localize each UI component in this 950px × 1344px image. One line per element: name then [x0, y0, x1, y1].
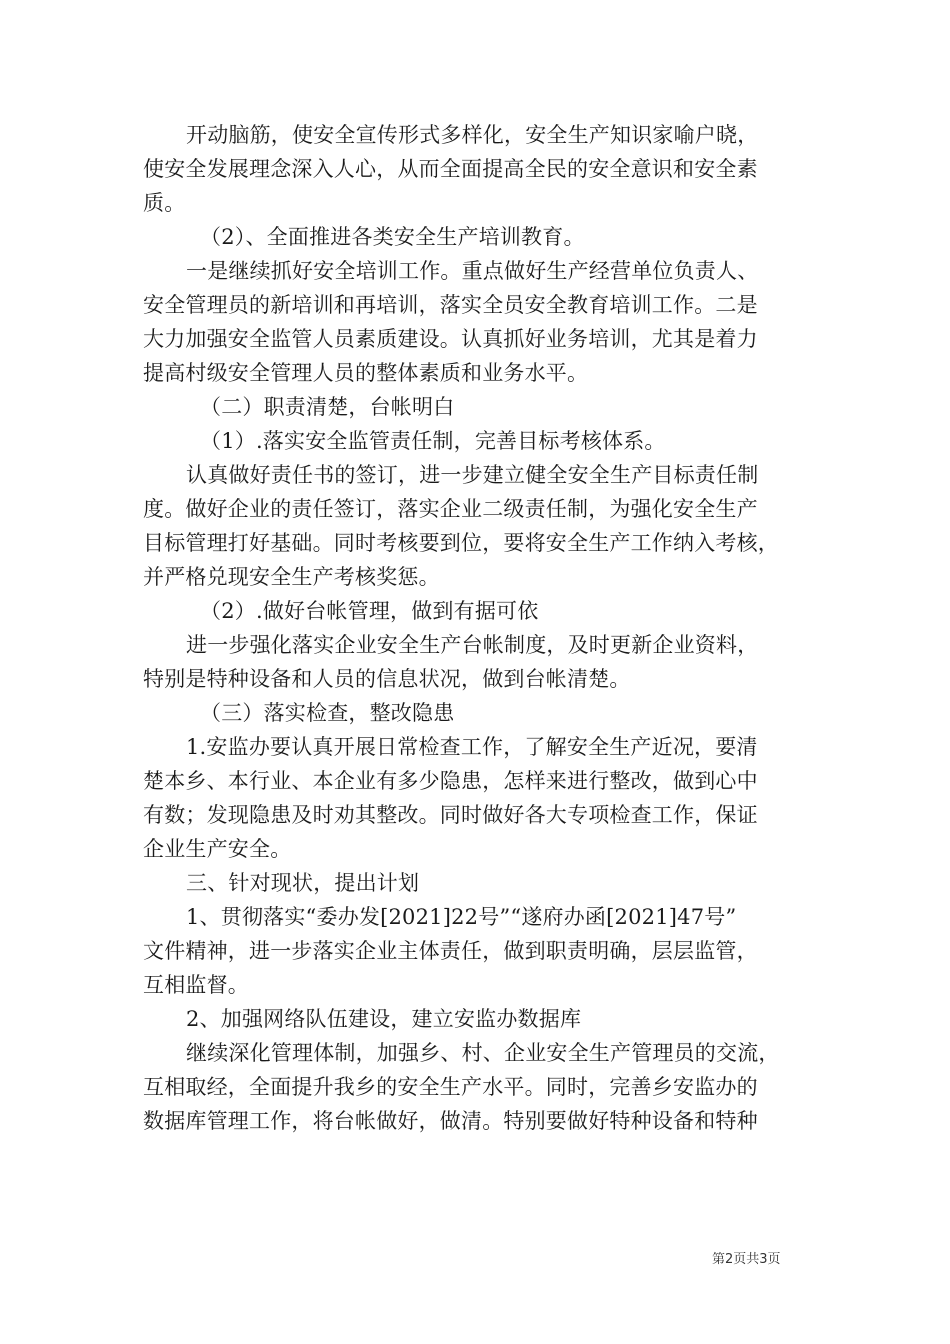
paragraph-line: 大力加强安全监管人员素质建设。认真抓好业务培训，尤其是着力 — [143, 327, 758, 351]
document-body — [143, 118, 807, 1138]
section-heading: （2）、全面推进各类安全生产培训教育。 — [200, 225, 585, 249]
page-number-footer: 第2页共3页 — [712, 1252, 781, 1267]
paragraph-line: 文件精神，进一步落实企业主体责任，做到职责明确，层层监管， — [143, 939, 758, 963]
section-heading: （1）.落实安全监管责任制，完善目标考核体系。 — [200, 429, 666, 453]
paragraph-line: 提高村级安全管理人员的整体素质和业务水平。 — [143, 361, 589, 385]
paragraph-line: 有数；发现隐患及时劝其整改。同时做好各大专项检查工作，保证 — [143, 803, 758, 827]
paragraph-line: 继续深化管理体制，加强乡、村、企业安全生产管理员的交流， — [186, 1041, 780, 1065]
section-heading: （二）职责清楚，台帐明白 — [200, 395, 455, 419]
section-heading: 2、加强网络队伍建设，建立安监办数据库 — [186, 1007, 582, 1031]
paragraph-line: 认真做好责任书的签订，进一步建立健全安全生产目标责任制 — [186, 463, 759, 487]
paragraph-line: 互相监督。 — [143, 973, 249, 997]
section-heading: 三、针对现状，提出计划 — [186, 871, 420, 895]
section-heading: （2）.做好台帐管理，做到有据可依 — [200, 599, 539, 623]
paragraph-line: 安全管理员的新培训和再培训，落实全员安全教育培训工作。二是 — [143, 293, 758, 317]
paragraph-line: 数据库管理工作，将台帐做好，做清。特别要做好特种设备和特种 — [143, 1109, 758, 1133]
paragraph-line: 互相取经，全面提升我乡的安全生产水平。同时，完善乡安监办的 — [143, 1075, 758, 1099]
paragraph-line: 开动脑筋，使安全宣传形式多样化，安全生产知识家喻户晓， — [186, 123, 759, 147]
paragraph-line: 1.安监办要认真开展日常检查工作，了解安全生产近况，要清 — [186, 735, 758, 759]
paragraph-line: 质。 — [143, 191, 186, 215]
paragraph-line: 使安全发展理念深入人心，从而全面提高全民的安全意识和安全素 — [143, 157, 758, 181]
paragraph-line: 特别是特种设备和人员的信息状况，做到台帐清楚。 — [143, 667, 631, 691]
paragraph-line: 楚本乡、本行业、本企业有多少隐患，怎样来进行整改，做到心中 — [143, 769, 758, 793]
paragraph-line: 进一步强化落实企业安全生产台帐制度，及时更新企业资料， — [186, 633, 759, 657]
section-heading: （三）落实检查，整改隐患 — [200, 701, 455, 725]
paragraph-line: 企业生产安全。 — [143, 837, 292, 861]
paragraph-line: 1、贯彻落实“委办发[2021]22号”“遂府办函[2021]47号” — [186, 905, 737, 929]
paragraph-line: 度。做好企业的责任签订，落实企业二级责任制，为强化安全生产 — [143, 497, 758, 521]
paragraph-line: 目标管理打好基础。同时考核要到位，要将安全生产工作纳入考核， — [143, 531, 779, 555]
paragraph-line: 一是继续抓好安全培训工作。重点做好生产经营单位负责人、 — [186, 259, 759, 283]
paragraph-line: 并严格兑现安全生产考核奖惩。 — [143, 565, 440, 589]
